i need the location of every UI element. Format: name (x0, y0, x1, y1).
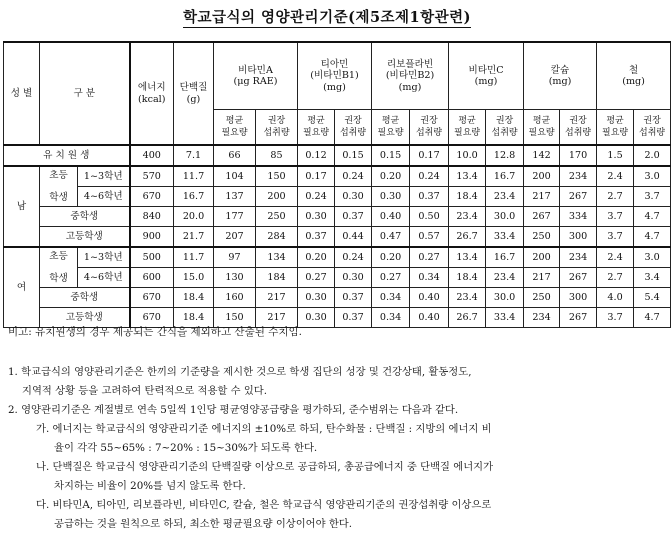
cell-value: 4.0 (597, 288, 634, 308)
cell-value: 23.4 (449, 288, 486, 308)
cell-value: 0.27 (298, 268, 335, 288)
cell-value: 0.50 (410, 207, 449, 227)
elementary-label: 초등 학생 (40, 166, 78, 207)
cell-value: 250 (524, 288, 560, 308)
cell-value: 217 (524, 187, 560, 207)
cell-value: 16.7 (174, 187, 214, 207)
header-vitamin-c: 비타민C (mg) (449, 42, 524, 110)
cell-value: 234 (560, 166, 597, 187)
cell-value: 0.37 (298, 227, 335, 248)
cell-value: 900 (130, 227, 174, 248)
header-riboflavin: 리보플라빈 (비타민B2) (mg) (372, 42, 449, 110)
cell-value: 3.0 (634, 247, 671, 268)
grade-label: 중학생 (40, 288, 130, 308)
cell-value: 0.34 (372, 288, 410, 308)
cell-value: 18.4 (174, 288, 214, 308)
cell-value: 217 (256, 288, 298, 308)
cell-value: 0.30 (335, 268, 372, 288)
cell-value: 16.7 (486, 247, 524, 268)
note-1: 1. 학교급식의 영양관리기준은 한끼의 기준량을 제시한 것으로 학생 집단의 성장 및 건강상태, 활동정도, (8, 366, 472, 378)
cell-value: 15.0 (174, 268, 214, 288)
cell-value: 0.30 (335, 187, 372, 207)
cell-value: 0.27 (372, 268, 410, 288)
cell-value: 234 (560, 247, 597, 268)
cell-value: 33.4 (486, 227, 524, 248)
cell-value: 4.7 (634, 227, 671, 248)
header-calcium: 칼슘 (mg) (524, 42, 597, 110)
cell-value: 267 (560, 187, 597, 207)
cell-value: 134 (256, 247, 298, 268)
cell-value: 0.15 (372, 145, 410, 166)
cell-value: 18.4 (174, 308, 214, 328)
cell-value: 0.20 (372, 247, 410, 268)
cell-value: 184 (256, 268, 298, 288)
cell-value: 104 (214, 166, 256, 187)
cell-value: 11.7 (174, 166, 214, 187)
cell-value: 3.7 (597, 227, 634, 248)
cell-value: 200 (524, 247, 560, 268)
cell-value: 130 (214, 268, 256, 288)
cell-value: 207 (214, 227, 256, 248)
nutrition-standards-table (3, 41, 671, 328)
cell-value: 2.4 (597, 166, 634, 187)
header-group: 구 분 (40, 42, 130, 145)
notes-list (8, 363, 648, 534)
cell-value: 0.37 (410, 187, 449, 207)
cell-value: 0.24 (410, 166, 449, 187)
cell-value: 0.15 (335, 145, 372, 166)
subheader-avg-requirement: 평균 필요량 (298, 110, 335, 146)
cell-value: 670 (130, 187, 174, 207)
table-row (4, 166, 671, 187)
cell-value: 0.37 (335, 207, 372, 227)
note-2-na: 나. 단백질은 학교급식 영양관리기준의 단백질량 이상으로 공급하되, 총공급에너지 중 단백질 에너지가 (36, 461, 494, 473)
cell-value: 267 (524, 207, 560, 227)
table-row (4, 187, 671, 207)
row-label-preschool: 유 치 원 생 (4, 145, 130, 166)
cell-value: 0.24 (335, 247, 372, 268)
cell-value: 217 (524, 268, 560, 288)
document-title: 학교급식의 영양관리기준(제5조제1항관련) (182, 9, 472, 26)
cell-value: 0.12 (298, 145, 335, 166)
table-row-preschool (4, 145, 671, 166)
cell-value: 0.24 (298, 187, 335, 207)
cell-value: 267 (560, 268, 597, 288)
note-2-ga: 가. 에너지는 학교급식의 영양관리기준 에너지의 ±10%로 하되, 탄수화물 : 단백질 : 지방의 에너지 비 (36, 423, 492, 435)
cell-value: 23.4 (449, 207, 486, 227)
cell-value: 284 (256, 227, 298, 248)
cell-value: 217 (256, 308, 298, 328)
table-row (4, 207, 671, 227)
cell-value: 0.24 (335, 166, 372, 187)
grade-label: 4~6학년 (78, 268, 130, 288)
cell-value: 670 (130, 308, 174, 328)
cell-value: 0.37 (335, 288, 372, 308)
grade-label: 고등학생 (40, 227, 130, 248)
cell-value: 500 (130, 247, 174, 268)
cell-value: 1.5 (597, 145, 634, 166)
cell-value: 30.0 (486, 207, 524, 227)
cell-value: 0.37 (335, 308, 372, 328)
cell-value: 250 (524, 227, 560, 248)
cell-value: 13.4 (449, 247, 486, 268)
cell-value: 0.30 (298, 288, 335, 308)
cell-value: 267 (560, 308, 597, 328)
note-2-da: 다. 비타민A, 티아민, 리보플라빈, 비타민C, 칼슘, 철은 학교급식 영양관리기준의 권장섭취량 이상으로 (36, 499, 492, 511)
cell-value: 2.4 (597, 247, 634, 268)
cell-value: 0.40 (372, 207, 410, 227)
cell-value: 234 (524, 308, 560, 328)
cell-value: 16.7 (486, 166, 524, 187)
grade-label: 1~3학년 (78, 247, 130, 268)
cell-value: 840 (130, 207, 174, 227)
cell-value: 334 (560, 207, 597, 227)
cell-value: 250 (256, 207, 298, 227)
subheader-avg-requirement: 평균 필요량 (524, 110, 560, 146)
cell-value: 0.30 (298, 308, 335, 328)
cell-value: 0.30 (372, 187, 410, 207)
subheader-avg-requirement: 평균 필요량 (449, 110, 486, 146)
cell-value: 2.0 (634, 145, 671, 166)
cell-value: 0.47 (372, 227, 410, 248)
cell-value: 26.7 (449, 308, 486, 328)
cell-value: 20.0 (174, 207, 214, 227)
note-1-cont: 지역적 상황 등을 고려하여 탄력적으로 적용할 수 있다. (22, 385, 268, 397)
cell-value: 3.7 (597, 308, 634, 328)
cell-value: 400 (130, 145, 174, 166)
cell-value: 4.7 (634, 308, 671, 328)
cell-value: 170 (560, 145, 597, 166)
note-2-ga-cont: 율이 각각 55~65% : 7~20% : 15~30%가 되도록 한다. (54, 442, 318, 454)
table-row (4, 268, 671, 288)
cell-value: 0.27 (410, 247, 449, 268)
cell-value: 600 (130, 268, 174, 288)
cell-value: 0.44 (335, 227, 372, 248)
cell-value: 97 (214, 247, 256, 268)
cell-value: 10.0 (449, 145, 486, 166)
note-2: 2. 영양관리기준은 계절별로 연속 5일씩 1인당 평균영양공급량을 평가하되, 준수범위는 다음과 같다. (8, 404, 459, 416)
table-row (4, 288, 671, 308)
cell-value: 66 (214, 145, 256, 166)
grade-label: 고등학생 (40, 308, 130, 328)
cell-value: 160 (214, 288, 256, 308)
cell-value: 0.20 (372, 166, 410, 187)
male-section (4, 166, 671, 247)
cell-value: 85 (256, 145, 298, 166)
cell-value: 0.57 (410, 227, 449, 248)
table-row (4, 247, 671, 268)
cell-value: 4.7 (634, 207, 671, 227)
cell-value: 670 (130, 288, 174, 308)
cell-value: 300 (560, 288, 597, 308)
cell-value: 0.17 (298, 166, 335, 187)
subheader-avg-requirement: 평균 필요량 (214, 110, 256, 146)
header-protein: 단백질 (g) (174, 42, 214, 145)
cell-value: 33.4 (486, 308, 524, 328)
table-row (4, 227, 671, 248)
gender-label: 남 (4, 166, 40, 247)
header-thiamin: 티아민 (비타민B1) (mg) (298, 42, 372, 110)
elementary-label: 초등 학생 (40, 247, 78, 288)
cell-value: 150 (214, 308, 256, 328)
subheader-recommended-intake: 권장 섭취량 (335, 110, 372, 146)
cell-value: 30.0 (486, 288, 524, 308)
subheader-recommended-intake: 권장 섭취량 (634, 110, 671, 146)
subheader-recommended-intake: 권장 섭취량 (410, 110, 449, 146)
cell-value: 23.4 (486, 268, 524, 288)
subheader-recommended-intake: 권장 섭취량 (560, 110, 597, 146)
cell-value: 12.8 (486, 145, 524, 166)
subheader-recommended-intake: 권장 섭취량 (486, 110, 524, 146)
cell-value: 200 (256, 187, 298, 207)
cell-value: 3.7 (634, 187, 671, 207)
grade-label: 1~3학년 (78, 166, 130, 187)
cell-value: 3.0 (634, 166, 671, 187)
subheader-avg-requirement: 평균 필요량 (372, 110, 410, 146)
cell-value: 23.4 (486, 187, 524, 207)
table-remark: 비고: 유치원생의 경우 제공되는 간식을 제외하고 산출된 수치임. (8, 326, 302, 338)
cell-value: 18.4 (449, 268, 486, 288)
cell-value: 11.7 (174, 247, 214, 268)
cell-value: 137 (214, 187, 256, 207)
cell-value: 0.30 (298, 207, 335, 227)
female-section (4, 247, 671, 328)
note-2-da-cont: 공급하는 것을 원칙으로 하되, 최소한 평균필요량 이상이어야 한다. (54, 518, 353, 530)
cell-value: 177 (214, 207, 256, 227)
cell-value: 0.17 (410, 145, 449, 166)
cell-value: 0.40 (410, 308, 449, 328)
cell-value: 142 (524, 145, 560, 166)
cell-value: 0.40 (410, 288, 449, 308)
cell-value: 2.7 (597, 187, 634, 207)
header-vitamin-a: 비타민A (μg RAE) (214, 42, 298, 110)
subheader-recommended-intake: 권장 섭취량 (256, 110, 298, 146)
cell-value: 0.20 (298, 247, 335, 268)
cell-value: 0.34 (410, 268, 449, 288)
header-gender: 성 별 (4, 42, 40, 145)
cell-value: 300 (560, 227, 597, 248)
cell-value: 0.34 (372, 308, 410, 328)
cell-value: 570 (130, 166, 174, 187)
grade-label: 4~6학년 (78, 187, 130, 207)
cell-value: 21.7 (174, 227, 214, 248)
cell-value: 7.1 (174, 145, 214, 166)
note-2-na-cont: 차지하는 비율이 20%를 넘지 않도록 한다. (54, 480, 246, 492)
cell-value: 26.7 (449, 227, 486, 248)
cell-value: 2.7 (597, 268, 634, 288)
cell-value: 5.4 (634, 288, 671, 308)
subheader-avg-requirement: 평균 필요량 (597, 110, 634, 146)
cell-value: 13.4 (449, 166, 486, 187)
cell-value: 150 (256, 166, 298, 187)
cell-value: 3.4 (634, 268, 671, 288)
header-energy: 에너지 (kcal) (130, 42, 174, 145)
header-iron: 철 (mg) (597, 42, 671, 110)
grade-label: 중학생 (40, 207, 130, 227)
gender-label: 여 (4, 247, 40, 328)
cell-value: 3.7 (597, 207, 634, 227)
cell-value: 18.4 (449, 187, 486, 207)
cell-value: 200 (524, 166, 560, 187)
